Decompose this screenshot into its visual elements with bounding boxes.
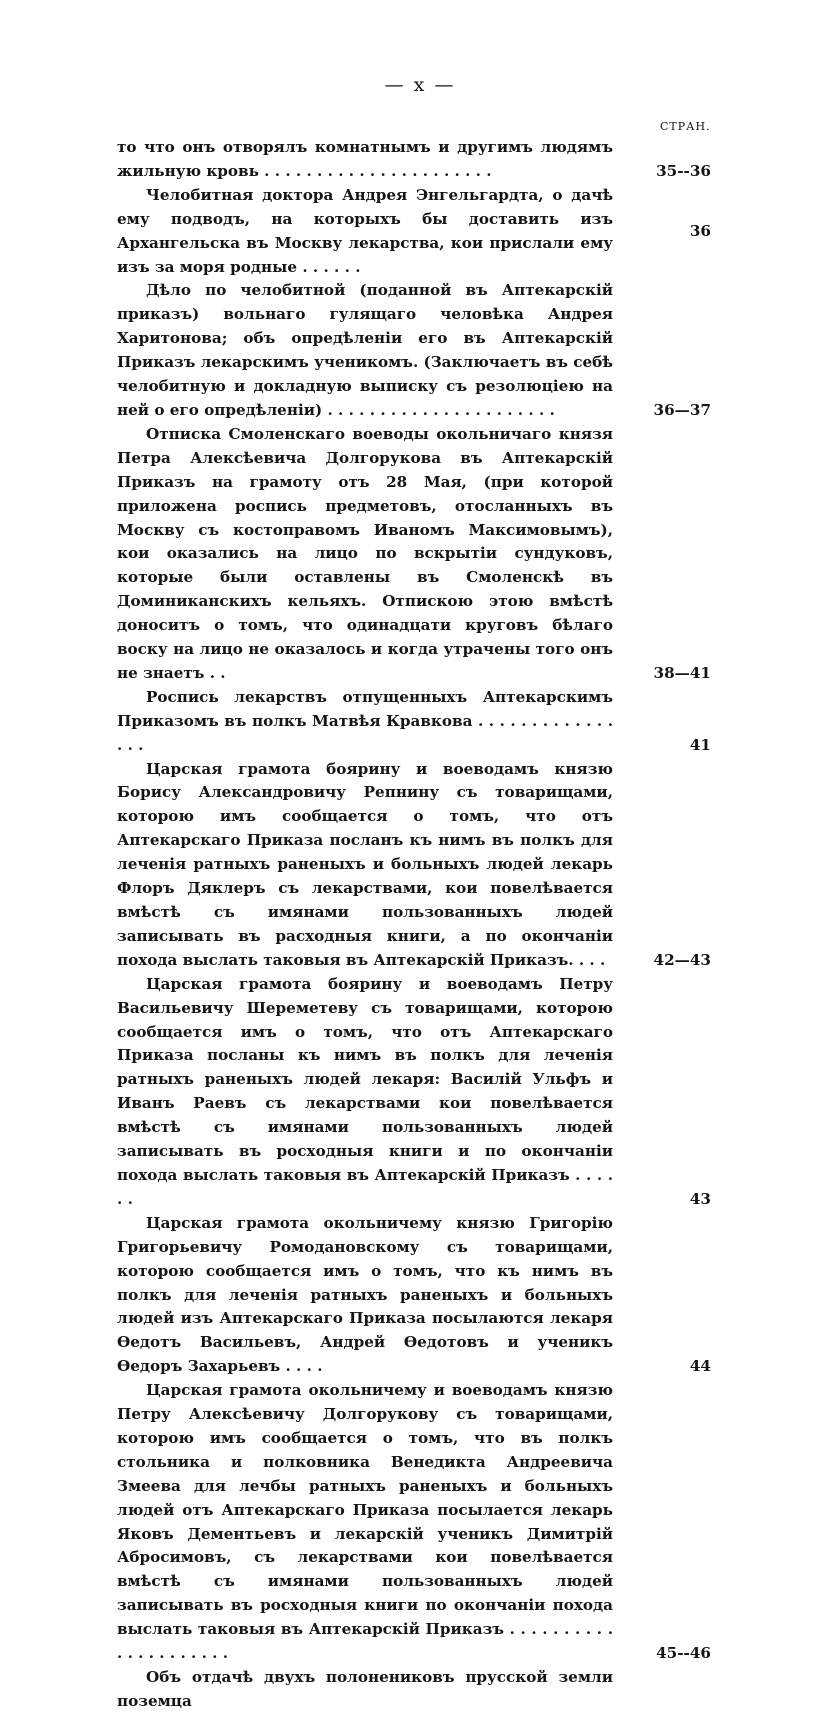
toc-entry-text: Царская грамота окольничему и воеводамъ князю Петру Алексѣевичу Долгорукову съ товарищами, которою имъ сообщается о томъ, что въ полкъ стольника и полковника Венедикта Андреевича Змеева для лечбы ратныхъ раненыхъ и больныхъ людей отъ Аптекарскаго Приказа посылается лекарь Яковъ Дементьевъ и лекарскій ученикъ Димитрій Абросимовъ, съ лекарствами кои повелѣвается вмѣстѣ съ имянами пользованныхъ людей записывать въ росходныя книги по окончаніи похода выслать таковыя въ Аптекарскій Приказъ . . . . . . . . . . . . . . . . . . . . .: [117, 1381, 613, 1663]
toc-entry-page: 42—43: [653, 950, 711, 969]
toc-entry: [117, 1666, 711, 1714]
toc-entry-page: 38—41: [653, 663, 711, 682]
toc-entry-page: 36: [689, 221, 711, 240]
toc-entry-page: 43: [689, 1189, 711, 1208]
toc-entry: [117, 686, 711, 758]
toc-entry-page: 45--46: [656, 1644, 711, 1663]
toc-entry: [117, 1212, 711, 1379]
toc-entry: [117, 184, 711, 280]
toc-entry: [117, 1379, 711, 1666]
toc-entry-text: Дѣло по челобитной (поданной въ Аптекарскій приказъ) вольнаго гулящаго человѣка Андрея Харитонова; объ опредѣленіи его въ Аптекарскій Приказъ лекарскимъ ученикомъ. (Заключаетъ въ себѣ челобитную и докладную выписку съ резолюціею на ней о его опредѣленіи) . . . . . . . . . . . . . . . . . . . . . .: [117, 281, 613, 419]
toc-entry-text: Отписка Смоленскаго воеводы окольничаго князя Петра Алексѣевича Долгорукова въ Аптекарскій Приказъ на грамоту отъ 28 Мая, (при которой приложена роспись предметовъ, отосланныхъ въ Москву съ костоправомъ Иваномъ Максимовымъ), кои оказались на лицо по вскрытіи сундуковъ, которые были оставлены въ Смоленскѣ въ Доминиканскихъ кельяхъ. Отпискою этою вмѣстѣ доноситъ о томъ, что одинадцати круговъ бѣлаго воску на лицо не оказалось и когда утрачены того онъ не знаетъ . .: [117, 424, 613, 682]
toc-entry: [117, 423, 711, 686]
toc-entry: [117, 758, 711, 973]
toc-entry-text: Царская грамота окольничему князю Григорію Григорьевичу Ромодановскому съ товарищами, которою сообщается имъ о томъ, что къ нимъ въ полкъ для леченія ратныхъ раненыхъ и больныхъ людей изъ Аптекарскаго Приказа посылаются лекаря Өедотъ Васильевъ, Андрей Өедотовъ и ученикъ Өедоръ Захарьевъ . . . .: [117, 1213, 613, 1376]
page-column-label: СТРАН.: [660, 120, 711, 133]
toc-entry: [117, 279, 711, 422]
toc-entry: [117, 973, 711, 1212]
toc-entry-text: то что онъ отворялъ комнатнымъ и другимъ людямъ жильную кровь . . . . . . . . . . . . . . . . . . . . . .: [117, 138, 613, 180]
toc-entry-text: Роспись лекарствъ отпущенныхъ Аптекарскимъ Приказомъ въ полкъ Матвѣя Кравкова . . . . . . . . . . . . . . . .: [117, 687, 613, 754]
toc-entry-text: Объ отдачѣ двухъ полонениковъ прусской земли поземца: [117, 1668, 613, 1710]
toc-entry-page: 36—37: [653, 400, 711, 419]
toc-entry-page: 44: [689, 1357, 711, 1376]
toc-entry-page: 41: [689, 735, 711, 754]
table-of-contents: [117, 136, 711, 1714]
page-header: — x —: [384, 74, 456, 96]
toc-entry-text: Царская грамота боярину и воеводамъ князю Борису Александровичу Репнину съ товарищами, которою имъ сообщается о томъ, что отъ Аптекарскаго Приказа посланъ къ нимъ въ полкъ для леченія ратныхъ раненыхъ и больныхъ людей лекарь Флоръ Дяклеръ съ лекарствами, кои повелѣвается вмѣстѣ съ имянами пользованныхъ людей записывать въ расходныя книги, а по окончаніи похода выслать таковыя въ Аптекарскій Приказъ. . . .: [117, 759, 613, 969]
toc-entry-text: Царская грамота боярину и воеводамъ Петру Васильевичу Шереметеву съ товарищами, которою сообщается имъ о томъ, что отъ Аптекарскаго Приказа посланы къ нимъ въ полкъ для леченія ратныхъ раненыхъ людей лекаря: Василій Ульфъ и Иванъ Раевъ съ лекарствами кои повелѣвается вмѣстѣ съ имянами пользованныхъ людей записывать въ росходныя книги и по окончаніи похода выслать таковыя въ Аптекарскій Приказъ . . . . . .: [117, 974, 613, 1208]
toc-entry: [117, 136, 711, 184]
toc-entry-text: Челобитная доктора Андрея Энгельгардта, о дачѣ ему подводъ, на которыхъ бы доставить изъ Архангельска въ Москву лекарства, кои прислали ему изъ за моря родные . . . . . .: [117, 185, 613, 276]
toc-entry-page: 35--36: [656, 161, 711, 180]
